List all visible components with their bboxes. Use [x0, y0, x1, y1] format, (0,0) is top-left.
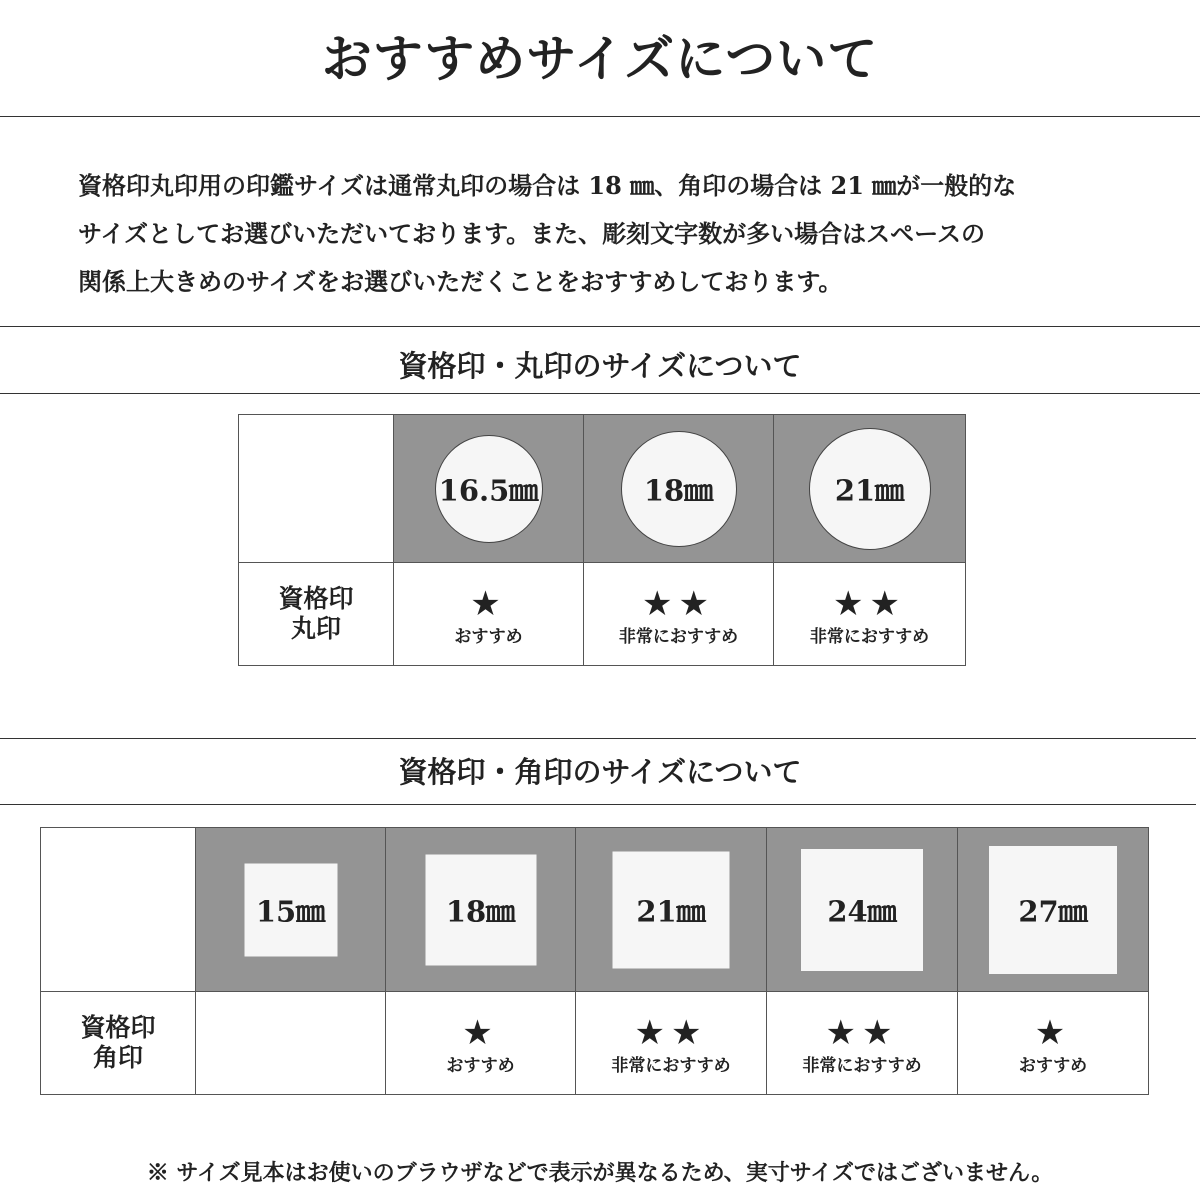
corner-cell: [239, 415, 394, 563]
size-disclaimer-note: ※ サイズ見本はお使いのブラウザなどで表示が異なるため、実寸サイズではございません。: [146, 1160, 1054, 1186]
size-sample-cell: [767, 828, 958, 992]
star-rating: ★: [1034, 1013, 1072, 1053]
round-section-top-divider: [0, 326, 1200, 327]
size-label: 27㎜: [1018, 894, 1088, 928]
square-section-heading: 資格印・角印のサイズについて: [398, 755, 802, 789]
star-rating: ★★: [825, 1013, 899, 1053]
round-section-heading: 資格印・丸印のサイズについて: [398, 349, 802, 383]
size-sample-cell: [386, 828, 576, 992]
round-size-table: [238, 414, 966, 666]
rating-cell: [386, 992, 576, 1095]
square-section-top-divider: [0, 738, 1196, 739]
rating-cell: [196, 992, 386, 1095]
corner-cell: [41, 828, 196, 992]
page-title: おすすめサイズについて: [321, 29, 879, 88]
round-section-bottom-divider: [0, 393, 1200, 394]
star-rating: ★★: [642, 584, 715, 624]
rating-cell: [576, 992, 767, 1095]
intro-line: 関係上大きめのサイズをお選びいただくことをおすすめしております。: [78, 267, 843, 296]
rating-label: おすすめ: [1018, 1056, 1088, 1076]
size-sample-cell: [394, 415, 584, 563]
square-section-bottom-divider: [0, 804, 1196, 805]
row-label-line: 丸印: [290, 614, 341, 643]
rating-label: 非常におすすめ: [809, 627, 930, 647]
size-sample-cell: [584, 415, 774, 563]
size-sample-cell: [958, 828, 1149, 992]
size-label: 15㎜: [255, 894, 326, 928]
size-label: 18㎜: [445, 894, 516, 928]
rating-label: 非常におすすめ: [802, 1056, 922, 1076]
rating-label: 非常におすすめ: [611, 1056, 731, 1076]
size-sample-cell: [196, 828, 386, 992]
size-sample-cell: [576, 828, 767, 992]
title-divider: [0, 116, 1200, 117]
rating-cell: [394, 563, 584, 666]
star-rating: ★: [462, 1013, 499, 1053]
intro-line: 資格印丸印用の印鑑サイズは通常丸印の場合は 18 ㎜、角印の場合は 21 ㎜が一般的な: [78, 171, 1017, 200]
star-rating: ★★: [833, 584, 906, 624]
size-label: 18㎜: [643, 473, 714, 507]
row-label-line: 角印: [92, 1043, 143, 1072]
size-label: 21㎜: [834, 473, 905, 507]
rating-cell: [774, 563, 966, 666]
row-label-line: 資格印: [80, 1013, 156, 1042]
intro-paragraph: [78, 162, 1168, 306]
row-label-line: 資格印: [278, 584, 354, 613]
rating-label: おすすめ: [446, 1056, 515, 1076]
star-rating: ★★: [634, 1013, 708, 1053]
size-label: 21㎜: [636, 894, 706, 928]
rating-label: 非常におすすめ: [618, 627, 739, 647]
row-label: [41, 992, 196, 1095]
star-rating: ★: [470, 584, 507, 624]
size-sample-cell: [774, 415, 966, 563]
row-label: [239, 563, 394, 666]
size-label: 16.5㎜: [438, 473, 539, 507]
rating-cell: [767, 992, 958, 1095]
rating-label: おすすめ: [454, 627, 523, 647]
intro-line: サイズとしてお選びいただいております。また、彫刻文字数が多い場合はスペースの: [78, 219, 985, 248]
rating-cell: [584, 563, 774, 666]
square-size-table: [40, 827, 1149, 1095]
rating-cell: [958, 992, 1149, 1095]
size-label: 24㎜: [827, 894, 897, 928]
